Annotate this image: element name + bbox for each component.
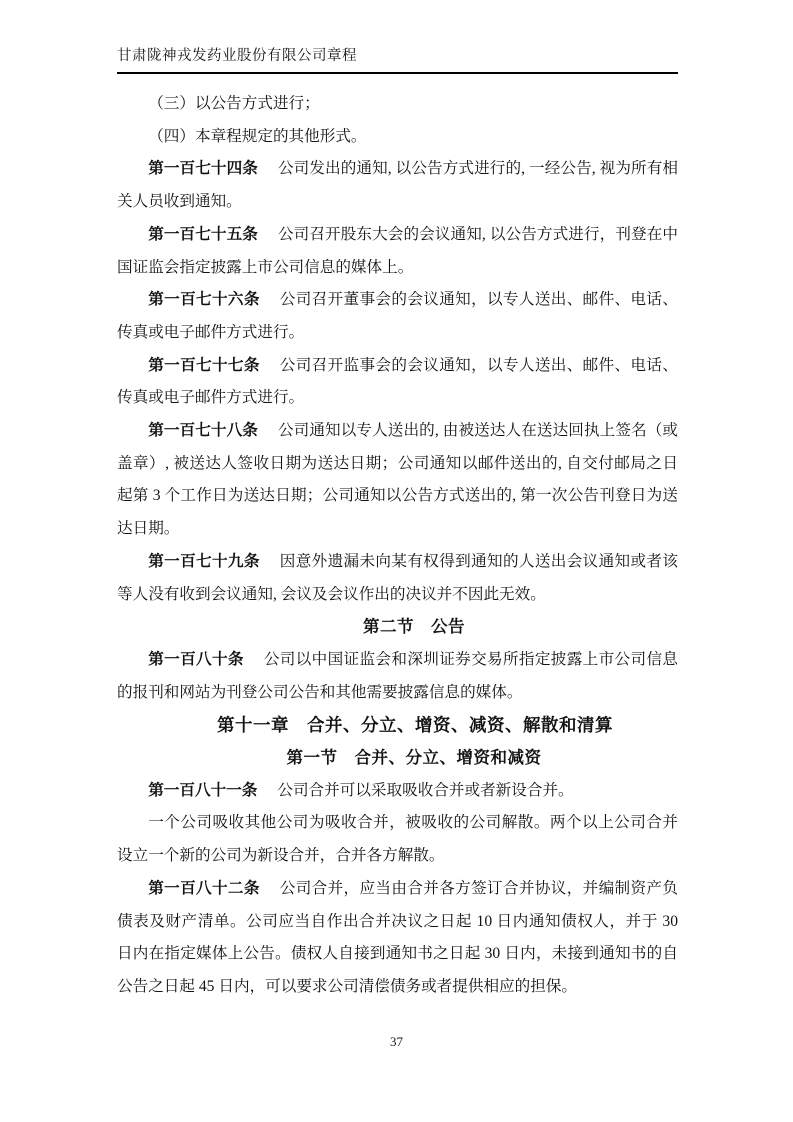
page-header-title: 甘肃陇神戎发药业股份有限公司章程 [117,48,357,64]
article-181-number: 第一百八十一条 [148,781,258,799]
clause-item-3 [117,88,678,121]
article-181-paragraph [117,775,678,808]
article-180-number: 第一百八十条 [148,650,244,668]
article-178-text: 公司通知以专人送出的, 由被送达人在送达回执上签名（或盖章）, 被送达人签收日期为送达日期；公司通知以邮件送出的, 自交付邮局之日起第 3 个工作日为送达日期；公司通知以公告方式送出的, 第一次公告刊登日为送达日期。 [117,422,678,538]
article-179-paragraph [117,546,678,611]
article-177-paragraph [117,350,678,415]
chapter-11-heading [117,709,678,742]
article-174-number: 第一百七十四条 [148,160,258,178]
article-179-number: 第一百七十九条 [148,552,260,570]
section-heading-text: 第二节 公告 [363,617,465,637]
article-178-number: 第一百七十八条 [148,422,258,440]
article-182-number: 第一百八十二条 [148,879,260,897]
section-heading-announcements [117,611,678,644]
article-180-text: 公司以中国证监会和深圳证券交易所指定披露上市公司信息的报刊和网站为刊登公司公告和其他需要披露信息的媒体。 [117,650,678,701]
article-176-paragraph [117,284,678,349]
clause-text: （四）本章程规定的其他形式。 [148,127,367,145]
section-heading-text: 第一节 合并、分立、增资和减资 [286,748,542,768]
article-176-text: 公司召开董事会的会议通知，以专人送出、邮件、电话、传真或电子邮件方式进行。 [117,291,678,341]
article-181-continuation-paragraph [117,807,678,872]
article-180-paragraph [117,644,678,709]
article-179-text: 因意外遗漏未向某有权得到通知的人送出会议通知或者该等人没有收到会议通知, 会议及会议作出的决议并不因此无效。 [117,552,678,603]
clause-item-4 [117,121,678,154]
section-heading-merger [117,742,678,775]
clause-text: （三）以公告方式进行； [148,95,320,112]
article-175-paragraph [117,219,678,284]
article-177-text: 公司召开监事会的会议通知，以专人送出、邮件、电话、传真或电子邮件方式进行。 [117,356,678,407]
paragraph-text: 一个公司吸收其他公司为吸收合并，被吸收的公司解散。两个以上公司合并设立一个新的公司为新设合并，合并各方解散。 [117,814,678,865]
article-182-text: 公司合并，应当由合并各方签订合并协议，并编制资产负债表及财产清单。公司应当自作出合并决议之日起 10 日内通知债权人，并于 30 日内在指定媒体上公告。债权人自接到通知书之日起 30 日内，未接到通知书的自公告之日起 45 日内，可以要求公司清偿债务或者提供相应的担保。 [117,879,678,995]
article-182-paragraph [117,873,678,1004]
page-footer [0,1034,793,1050]
chapter-heading-text: 第十一章 合并、分立、增资、减资、解散和清算 [217,715,613,736]
article-175-number: 第一百七十五条 [148,225,258,243]
article-181-text: 公司合并可以采取吸收合并或者新设合并。 [277,781,574,799]
article-176-number: 第一百七十六条 [148,291,260,309]
page-number: 37 [390,1034,403,1049]
article-174-paragraph [117,153,678,218]
article-174-text: 公司发出的通知, 以公告方式进行的, 一经公告, 视为所有相关人员收到通知。 [117,160,678,211]
article-177-number: 第一百七十七条 [148,356,260,374]
article-175-text: 公司召开股东大会的会议通知, 以公告方式进行，刊登在中国证监会指定披露上市公司信息的媒体上。 [117,225,678,276]
page-header [117,46,678,74]
article-178-paragraph [117,415,678,546]
document-content [117,88,678,1004]
